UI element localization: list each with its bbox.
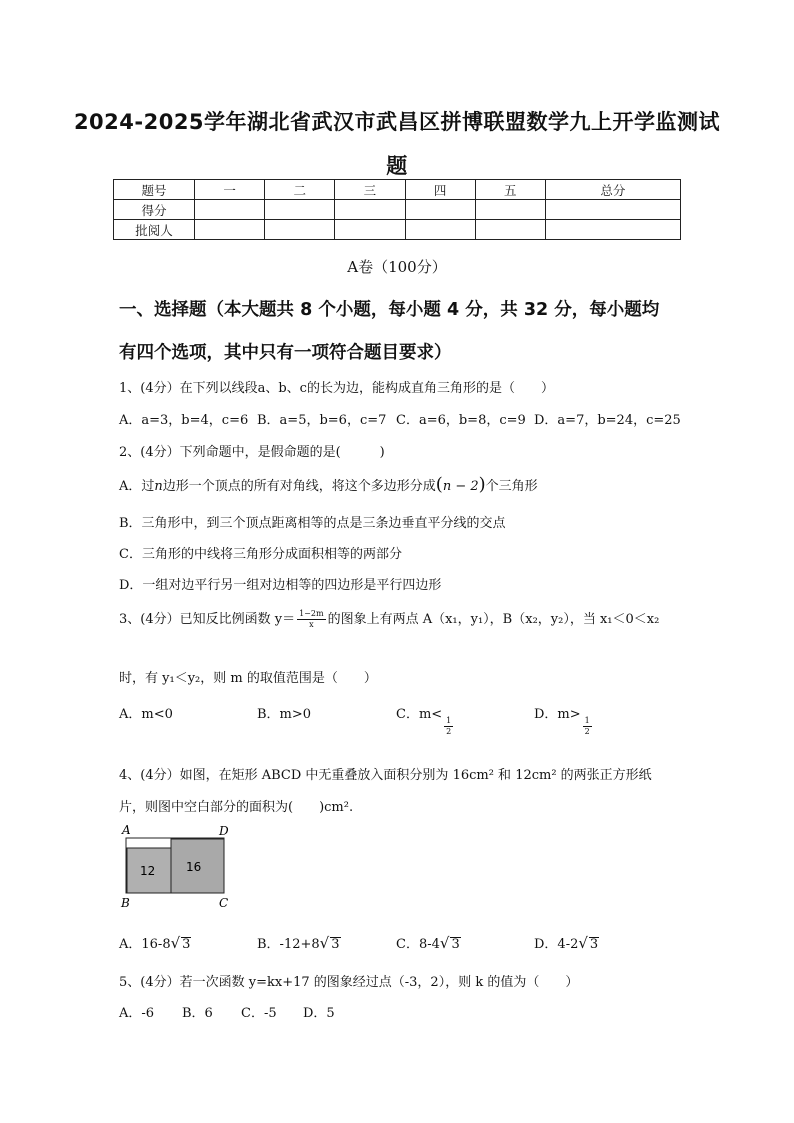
q3-stem-suffix: 的图象上有两点 A（x₁，y₁），B（x₂，y₂），当 x₁＜0＜x₂ xyxy=(327,612,660,627)
q3-option-d[interactable] xyxy=(534,703,594,737)
score-table-header-row xyxy=(114,180,681,200)
rectangle-diagram xyxy=(118,823,238,913)
fraction-numerator: 1 xyxy=(446,716,452,725)
sqrt-icon: √ xyxy=(439,934,450,952)
grader-cell[interactable] xyxy=(265,220,335,240)
score-cell[interactable] xyxy=(335,200,405,220)
q2-option-a[interactable] xyxy=(119,474,538,495)
question-5-stem: 5、(4分）若一次函数 y=kx+17 的图象经过点（-3，2），则 k 的值为（ ） xyxy=(119,975,579,990)
header-cell: 三 xyxy=(335,180,405,200)
q2-option-b[interactable]: B．三角形中，到三个顶点距离相等的点是三条边垂直平分线的交点 xyxy=(119,516,506,531)
grader-row xyxy=(114,220,681,240)
header-cell: 四 xyxy=(405,180,475,200)
q3-option-d-text: D．m> xyxy=(534,707,581,722)
large-square-label: 16 xyxy=(186,860,202,874)
header-cell: 一 xyxy=(195,180,265,200)
q1-option-d[interactable]: D．a=7，b=24，c=25 xyxy=(534,413,681,428)
vertex-label-d: D xyxy=(219,824,229,838)
fraction xyxy=(297,609,325,630)
grader-cell[interactable] xyxy=(405,220,475,240)
question-4-stem-continued: 片，则图中空白部分的面积为( )cm². xyxy=(119,800,354,815)
header-cell: 题号 xyxy=(114,180,195,200)
small-square-label: 12 xyxy=(140,864,156,878)
q5-option-c[interactable]: C．-5 xyxy=(241,1006,277,1021)
fraction-denominator: x xyxy=(309,620,314,629)
vertex-label-c: C xyxy=(219,896,229,910)
grader-cell[interactable] xyxy=(545,220,680,240)
score-cell[interactable] xyxy=(195,200,265,220)
radicand: 3 xyxy=(182,937,191,952)
right-paren: ) xyxy=(478,474,486,495)
question-2-stem: 2、(4分）下列命题中，是假命题的是( ) xyxy=(119,445,385,460)
fraction xyxy=(444,716,453,737)
q4-option-b[interactable] xyxy=(257,933,341,952)
grader-cell[interactable] xyxy=(195,220,265,240)
q4-option-c[interactable] xyxy=(396,933,461,952)
document-title: 2024-2025学年湖北省武汉市武昌区拼博联盟数学九上开学监测试 xyxy=(73,110,721,134)
grader-cell[interactable] xyxy=(335,220,405,240)
fraction-denominator: 2 xyxy=(584,727,590,736)
score-cell[interactable] xyxy=(405,200,475,220)
fraction-numerator: 1−2m xyxy=(299,609,324,618)
score-cell[interactable] xyxy=(545,200,680,220)
radicand: 3 xyxy=(331,937,340,952)
fraction xyxy=(583,716,592,737)
q3-stem-prefix: 3、(4分）已知反比例函数 y＝ xyxy=(119,612,296,627)
q4-option-d-text: D．4-2 xyxy=(534,937,579,952)
section-heading: 一、选择题（本大题共 8 个小题，每小题 4 分，共 32 分，每小题均 xyxy=(119,300,660,320)
sqrt-icon: √ xyxy=(170,934,181,952)
q2-option-a-suffix: 个三角形 xyxy=(485,479,538,494)
q3-option-a[interactable]: A．m<0 xyxy=(119,707,173,722)
grader-cell[interactable] xyxy=(475,220,545,240)
q3-option-b[interactable]: B．m>0 xyxy=(257,707,312,722)
expression-n-minus-2: n − 2 xyxy=(442,479,479,494)
sqrt-icon: √ xyxy=(319,934,330,952)
q1-option-b[interactable]: B．a=5，b=6，c=7 xyxy=(257,413,387,428)
q2-option-a-middle: 边形一个顶点的所有对角线，将这个多边形分成 xyxy=(162,479,436,494)
q4-option-a[interactable] xyxy=(119,933,191,952)
radicand: 3 xyxy=(589,937,599,952)
q3-option-c[interactable] xyxy=(396,703,455,737)
section-heading-continued: 有四个选项，其中只有一项符合题目要求） xyxy=(119,343,452,363)
q5-option-b[interactable]: B．6 xyxy=(182,1006,213,1021)
radicand: 3 xyxy=(451,937,460,952)
row-label: 批阅人 xyxy=(114,220,195,240)
q4-option-b-text: B．-12+8 xyxy=(257,937,320,952)
q4-option-c-text: C．8-4 xyxy=(396,937,440,952)
score-cell[interactable] xyxy=(475,200,545,220)
q2-option-a-prefix: A．过 xyxy=(119,479,155,494)
q5-option-a[interactable]: A．-6 xyxy=(119,1006,155,1021)
q2-option-d[interactable]: D．一组对边平行另一组对边相等的四边形是平行四边形 xyxy=(119,578,442,593)
question-3-stem-continued: 时，有 y₁＜y₂，则 m 的取值范围是（ ） xyxy=(119,671,377,686)
score-row xyxy=(114,200,681,220)
question-1-stem: 1、(4分）在下列以线段a、b、c的长为边，能构成直角三角形的是（ ） xyxy=(119,381,554,396)
document-title-continued: 题 xyxy=(386,154,408,178)
sqrt-icon: √ xyxy=(578,934,588,952)
q5-option-d[interactable]: D．5 xyxy=(303,1006,335,1021)
volume-heading: A卷（100分） xyxy=(347,258,447,276)
vertex-label-a: A xyxy=(122,823,131,837)
q1-option-c[interactable]: C．a=6，b=8，c=9 xyxy=(396,413,526,428)
score-cell[interactable] xyxy=(265,200,335,220)
fraction-numerator: 1 xyxy=(584,716,590,725)
q3-option-c-text: C．m< xyxy=(396,707,443,722)
q2-option-c[interactable]: C．三角形的中线将三角形分成面积相等的两部分 xyxy=(119,547,402,562)
left-paren: ( xyxy=(435,474,443,495)
q4-option-a-text: A．16-8 xyxy=(119,937,171,952)
question-3-stem xyxy=(119,608,659,630)
q4-option-d[interactable] xyxy=(534,933,599,952)
question-4-stem: 4、(4分）如图，在矩形 ABCD 中无重叠放入面积分别为 16cm² 和 12cm² 的两张正方形纸 xyxy=(119,768,652,783)
variable-n: n xyxy=(154,479,163,494)
header-cell: 总分 xyxy=(545,180,680,200)
rectangle-figure xyxy=(118,823,238,913)
q1-option-a[interactable]: A．a=3，b=4，c=6 xyxy=(119,413,249,428)
header-cell: 二 xyxy=(265,180,335,200)
fraction-denominator: 2 xyxy=(446,727,452,736)
score-table xyxy=(113,179,681,240)
header-cell: 五 xyxy=(475,180,545,200)
vertex-label-b: B xyxy=(121,896,130,910)
row-label: 得分 xyxy=(114,200,195,220)
